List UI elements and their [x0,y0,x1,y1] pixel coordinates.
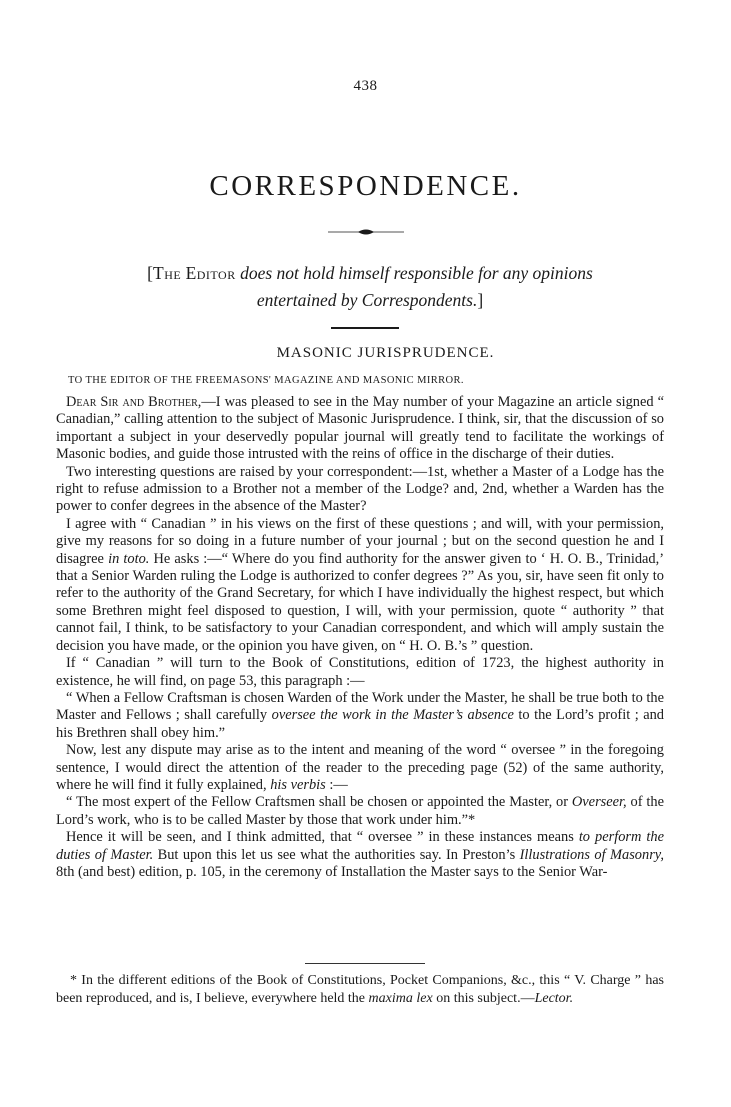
paragraph-1: Dear Sir and Brother,—I was pleased to see in the May number of your Magazine an article signed “ Canadian,” calling attention to the subject of Masonic Jurisprudence. I think, sir, that the discussion of so important a subject in your deservedly popular journal will greatly tend to facilitate the workings of Masonic bodies, and guide those intrusted with the reins of office in the discharge of their duties. [56,394,664,463]
page-number: 438 [353,78,378,94]
paragraph-8: Hence it will be seen, and I think admitted, that “ oversee ” in these instances means to perform the duties of Master. But upon this let us see what the authorities say. In Preston’s Illustrations of Masonry, 8th (and best) edition, p. 105, in the ceremony of Installation the Master says to the Senior War- [56,829,664,880]
salutation: Dear Sir and Brother, [66,394,202,410]
footnote: * In the different editions of the Book of Constitutions, Pocket Companions, &c., this “ V. Charge ” has been reproduced, and is, I believe, everywhere held the maxima lex on this subject.—Lector. [56,973,664,1006]
footnote-signature: Lector. [534,990,574,1006]
editor-disclaimer-line2: entertained by Correspondents. [256,290,478,310]
article-title: MASONIC JURISPRUDENCE. [276,345,495,361]
paragraph-6: Now, lest any dispute may arise as to the intent and meaning of the word “ oversee ” in the foregoing sentence, I would direct the attention of the reader to the preceding page (52) of the same authority, where he will find it fully explained, his verbis :— [56,742,664,793]
paragraph-7: “ The most expert of the Fellow Craftsmen shall be chosen or appointed the Master, or Overseer, of the Lord’s work, who is to be called Master by those that work under him.”* [56,794,664,828]
editor-disclaimer-the: The [153,263,182,283]
editor-disclaimer-line1: does not hold himself responsible for any opinions [240,263,593,283]
ornament-divider-icon [326,226,406,238]
letter-address: TO THE EDITOR OF THE FREEMASONS' MAGAZINE AND MASONIC MIRROR. [68,375,464,386]
paragraph-3: I agree with “ Canadian ” in his views on the first of these questions ; and will, with your permission, give my reasons for so doing in a future number of your journal ; but on the second question he and I disagree in toto. He asks :—“ Where do you find authority for the answer given to ‘ H. O. B., Trinidad,’ that a Senior Warden ruling the Lodge is authorized to confer degrees ?” As you, sir, have seen fit only to refer to the authority of the Grand Secretary, for which I have individually the highest respect, but which some Brethren might feel disposed to question, I will, with your permission, quote “ authority ” that cannot fail, I think, to be satisfactory to your Canadian correspondent, and which will amply sustain the decision you have made, or the opinion you have given, on “ H. O. B.’s ” question. [56,515,664,654]
footnote-rule [305,963,425,964]
editor-disclaimer: [The Editor does not hold himself responsible for any opinions entertained by Correspondents.] [147,263,593,310]
title-rule [331,327,399,329]
letter-body [56,394,664,881]
section-title: CORRESPONDENCE. [209,170,522,202]
paragraph-4: If “ Canadian ” will turn to the Book of Constitutions, edition of 1723, the highest authority in existence, he will find, on page 53, this paragraph :— [56,655,664,689]
paragraph-2: Two interesting questions are raised by your correspondent:—1st, whether a Master of a Lodge has the right to refuse admission to a Brother not a member of the Lodge? and, 2nd, whether a Warden has the power to confer degrees in the absence of the Master? [56,463,664,515]
editor-disclaimer-editor: Editor [185,263,236,283]
paragraph-5: “ When a Fellow Craftsman is chosen Warden of the Work under the Master, he shall be true both to the Master and Fellows ; shall carefully oversee the work in the Master’s absence to the Lord’s profit ; and his Brethren shall obey him.” [56,689,664,741]
